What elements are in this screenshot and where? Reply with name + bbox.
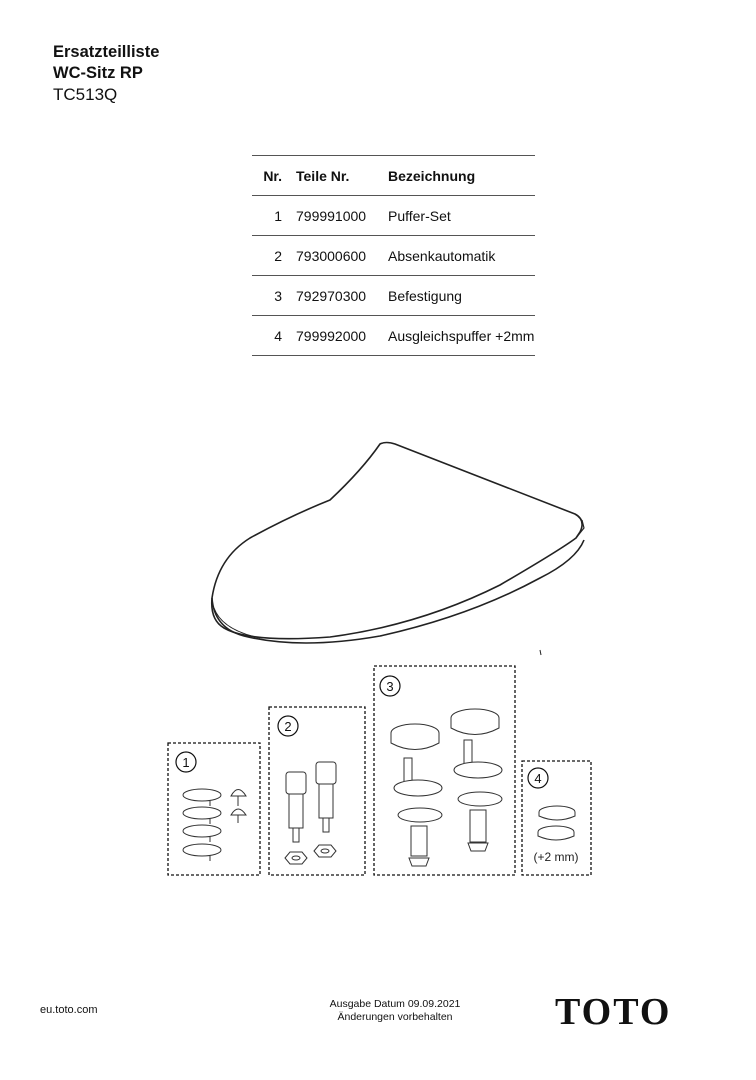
cell-description: Ausgleichspuffer +2mm [386,316,535,356]
document-title: Ersatzteilliste [53,43,160,61]
changes-note: Änderungen vorbehalten [337,1011,453,1023]
column-header-part-number: Teile Nr. [286,156,386,196]
column-header-nr: Nr. [252,156,286,196]
toilet-seat-drawing [212,443,584,656]
cell-description: Puffer-Set [386,196,535,236]
model-number: TC513Q [53,85,118,104]
cell-part-number: 799992000 [286,316,386,356]
kit-1-buffer-set [168,743,260,875]
kit-4-callout: 4 [534,771,542,786]
cell-description: Befestigung [386,276,535,316]
kit-1-callout: 1 [182,755,190,770]
kit-2-callout: 2 [284,719,292,734]
cell-part-number: 792970300 [286,276,386,316]
cell-nr: 1 [252,196,286,236]
kit-3-fixing-set [374,666,515,875]
issue-date: Ausgabe Datum 09.09.2021 [329,998,461,1010]
website-link[interactable]: eu.toto.com [40,1004,98,1016]
cell-description: Absenkautomatik [386,236,535,276]
cell-nr: 4 [252,316,286,356]
product-name: WC-Sitz RP [53,64,143,82]
cell-part-number: 793000600 [286,236,386,276]
kit-2-soft-close [269,707,365,875]
kit-4-note: (+2 mm) [533,850,579,864]
kit-3-callout: 3 [386,679,394,694]
kit-4-compensation-buffer [522,761,591,875]
column-header-description: Bezeichnung [386,156,535,196]
issue-info [290,998,500,1024]
cell-part-number: 799991000 [286,196,386,236]
cell-nr: 2 [252,236,286,276]
cell-nr: 3 [252,276,286,316]
toto-logo: TOTO [555,991,672,1033]
